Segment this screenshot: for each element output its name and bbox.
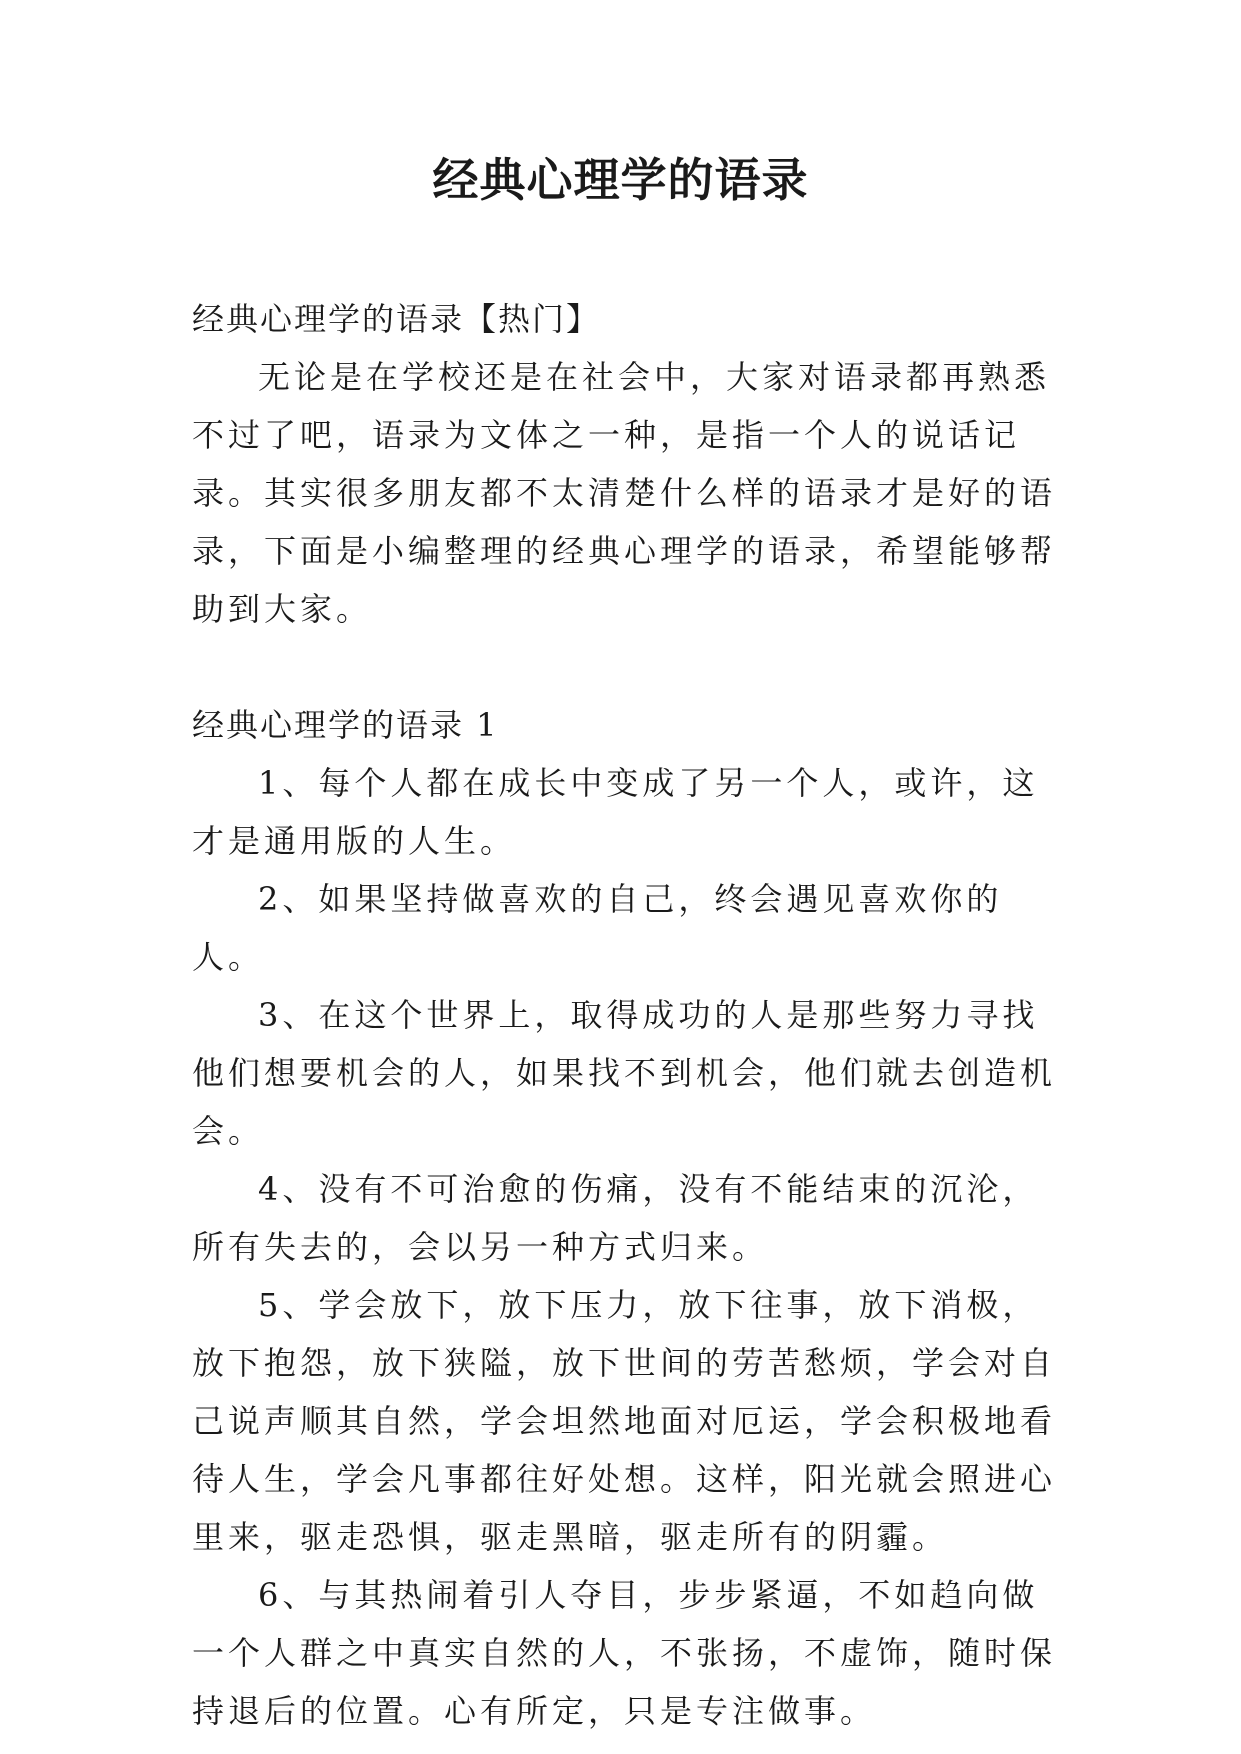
quote-item-4: 4、没有不可治愈的伤痛，没有不能结束的沉沦，所有失去的，会以另一种方式归来。 [192,1170,1039,1266]
paragraph-spacer [192,638,1062,696]
quote-item-3: 3、在这个世界上，取得成功的人是那些努力寻找他们想要机会的人，如果找不到机会，他们就去创造机会。 [192,996,1057,1150]
quote-item-1: 1、每个人都在成长中变成了另一个人，或许，这才是通用版的人生。 [192,764,1039,860]
quote-item-6: 6、与其热闹着引人夺目，步步紧逼，不如趋向做一个人群之中真实自然的人，不张扬，不虚饰，随时保持退后的位置。心有所定，只是专注做事。 [192,1576,1057,1730]
article-heading: 经典心理学的语录【热门】 [192,300,601,338]
document-title: 经典心理学的语录 [432,153,809,207]
quote-item-5: 5、学会放下，放下压力，放下往事，放下消极，放下抱怨，放下狭隘，放下世间的劳苦愁烦，学会对自己说声顺其自然，学会坦然地面对厄运，学会积极地看待人生，学会凡事都往好处想。这样，阳光就会照进心里来，驱走恐惧，驱走黑暗，驱走所有的阴霾。 [192,1286,1057,1556]
document-body [192,290,1062,1740]
section-title: 经典心理学的语录 1 [192,706,499,744]
intro-paragraph: 无论是在学校还是在社会中，大家对语录都再熟悉不过了吧，语录为文体之一种，是指一个人的说话记录。其实很多朋友都不太清楚什么样的语录才是好的语录，下面是小编整理的经典心理学的语录，希望能够帮助到大家。 [192,358,1057,628]
quote-item-2: 2、如果坚持做喜欢的自己，终会遇见喜欢你的人。 [192,880,1003,976]
